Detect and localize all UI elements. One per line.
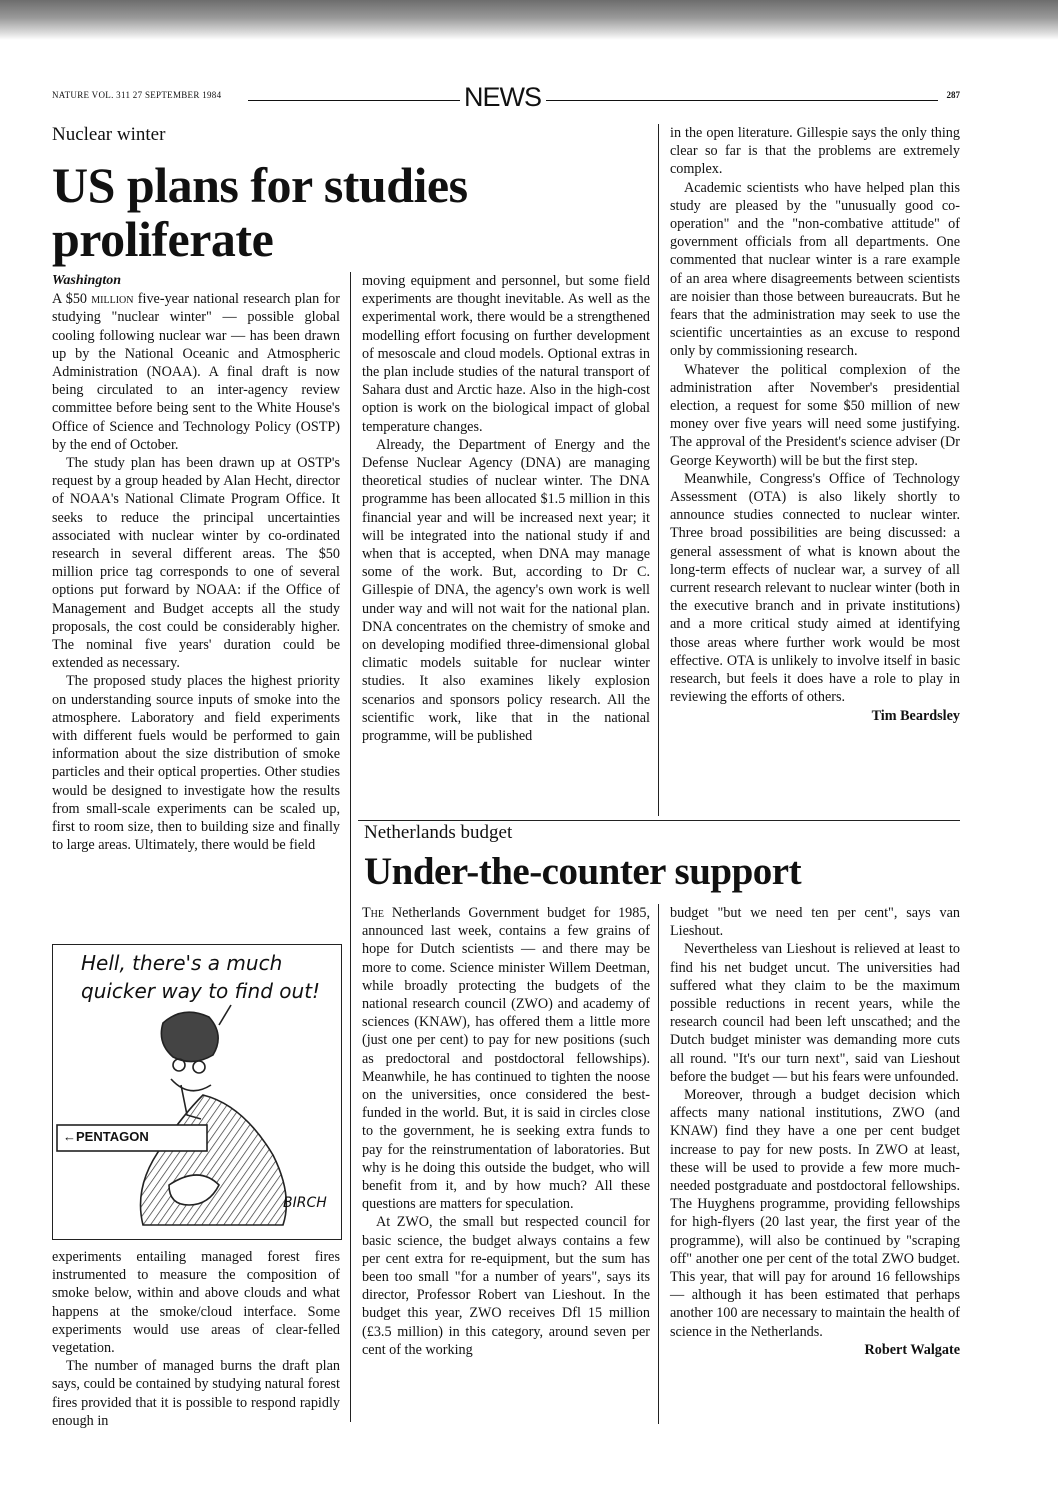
article2-kicker: Netherlands budget: [364, 822, 513, 843]
article1-paragraph: [52, 290, 340, 454]
article1-headline-line1: US plans for studies: [52, 157, 468, 213]
article1-column-1-continued: [52, 1248, 340, 1430]
masthead-rule-left: [248, 100, 460, 101]
article2-paragraph: At ZWO, the small but respected council for basic science, the budget always contains a few per cent extra for re-equipment, but the sum has been too small "for a number of years", says its director, Professor Robert van Lieshout. In the budget this year, ZWO receives Dfl 15 million (£3.5 million) in this category, around seven per cent of the working: [362, 1214, 650, 1358]
article1-headline: [52, 157, 468, 267]
article1-paragraph: Whatever the political complexion of the administration after November's presidential election, a request for some $50 million of new money over five years will need some justifying. The approval of the President's science adviser (Dr George Keyworth) will be but the first step.: [670, 361, 960, 469]
scan-edge-shadow: [0, 0, 1058, 40]
column-rule: [350, 272, 351, 1422]
article1-lead-smallcaps: A $50 million: [52, 291, 134, 308]
article2-paragraph: [362, 904, 650, 1213]
article1-paragraph: The study plan has been drawn up at OSTP's request by a group headed by Alan Hecht, director of NOAA's National Climate Program Office. It seeks to reduce the principal uncertainties associated with nuclear winter by co-ordinated research in several different areas. The $50 million price tag corresponds to one of several options put forward by NOAA: if the Office of Management and Budget accepts all the study proposals, the cost could be considerably higher. The nominal five years' duration could be extended as necessary.: [52, 455, 340, 672]
article2-author: Robert Walgate: [864, 1341, 960, 1358]
masthead: [52, 82, 960, 118]
article1-column-2: [362, 272, 650, 745]
article-separator: [358, 820, 960, 821]
article1-paragraph: Already, the Department of Energy and the Defense Nuclear Agency (DNA) are managing theoretical studies of nuclear winter. The DNA programme has been allocated $1.5 million in this financial year and will be increased next year; it will be integrated into the national study if and when that is accepted, when DNA may manage some of the work. But, according to Dr C. Gillespie of DNA, the agency's own work is well under way and will not wait for the national plan. DNA concentrates on the chemistry of smoke and on developing modified three-dimensional global climatic models suitable for nuclear winter studies. It also examines likely explosion scenarios and sponsors policy research. All the scientific work, like that in the national programme, will be published: [362, 436, 650, 745]
article2-lead-smallcaps: The: [362, 905, 384, 921]
article1-paragraph: in the open literature. Gillespie says the only thing clear so far is that the problems are extremely complex.: [670, 125, 960, 178]
article1-column-1: [52, 272, 340, 855]
article2-paragraph: Nevertheless van Lieshout is relieved at least to find his net budget uncut. The universities had suffered what they claim to be the maximum possible reductions in recent years, while the research council had been left unscathed; and the Dutch budget minister was demanding more cuts all round. "It's our turn next", said van Lieshout before the budget — but his fears were unfounded.: [670, 941, 960, 1085]
article1-paragraph: moving equipment and personnel, but some field experiments are thought inevitable. As well as the experimental work, there would be a strengthened modelling effort focusing on further development of mesoscale and cloud models. Optional extras in the plan include studies of the natural transport of Sahara dust and Arctic haze. Also in the high-cost option is work on the biological impact of global temperature changes.: [362, 273, 650, 435]
article2-column-3: [670, 904, 960, 1359]
cartoon-signature: BIRCH: [283, 1195, 327, 1211]
article1-dateline: Washington: [52, 273, 121, 288]
article1-paragraph: Meanwhile, Congress's Office of Technology Assessment (OTA) is also likely shortly to announce studies connected to nuclear winter. Three broad possibilities are being discussed: a general assessment of what is known about the long-term effects of nuclear war, a survey of all current research relevant to nuclear winter (both in the executive branch and in private institutions) and a more critical study aimed at identifying those areas where further work would be most effective. OTA is unlikely to involve itself in basic research, but feels it does have a role to play in reviewing the efforts of others.: [670, 470, 960, 706]
cartoon-caption: Hell, there's a much quicker way to find out!: [81, 951, 321, 1003]
article1-headline-line2: proliferate: [52, 211, 274, 267]
cartoon-sign-pentagon: ←PENTAGON: [63, 1129, 149, 1144]
journal-issue: NATURE VOL. 311 27 SEPTEMBER 1984: [52, 90, 222, 100]
column-rule: [658, 904, 659, 1424]
page-number: 287: [946, 90, 960, 100]
column-rule: [658, 124, 659, 816]
article2-paragraph: budget "but we need ten per cent", says van Lieshout.: [670, 905, 960, 940]
article2-column-2: [362, 904, 650, 1359]
article1-paragraph: The proposed study places the highest priority on understanding source inputs of smoke into the atmosphere. Laboratory and field experiments with different fuels would be performed to gain information about the size distribution of smoke particles and their optical properties. Other studies would be designed to investigate how the results from small-scale experiments can be scaled up, first to room size, then to building size and finally to large areas. Ultimately, there would be field: [52, 673, 340, 854]
article1-text: five-year national research plan for studying "nuclear winter" — possible global cooling following nuclear war — has been drawn up by the National Oceanic and Atmospheric Administration (NOAA). A final draft is now being circulated to an inter-agency review committee before being sent to the White House's Office of Science and Technology Policy (OSTP) by the end of October.: [52, 291, 341, 453]
masthead-rule-right: [546, 100, 938, 101]
article1-paragraph: Academic scientists who have helped plan this study are pleased by the "unusually good co-operation" and the "non-combative attitude" of government officials from all departments. One commented that nuclear winter is a rare example of an area where disagreements between scientists are noisier than those between bureaucrats. But he fears that the administration may seek to use the scientific uncertainties as an excuse to respond only by commissioning research.: [670, 179, 960, 360]
article2-paragraph: Moreover, through a budget decision which affects many national institutions, ZWO (and KNAW) find they have a one per cent budget increase to pay for new posts. In ZWO at least, these will be used to provide a few more much-needed postgraduate and postdoctoral fellowships. The Huyghens programme, providing fellowships for high-flyers (20 last year, the first year of the programme), will also be continued by "scraping off" another one per cent of the total ZWO budget. This year, that will pay for around 16 fellowships — although it has been estimated that perhaps another 100 are necessary to maintain the health of science in the Netherlands.: [670, 1087, 960, 1340]
article2-text: Netherlands Government budget for 1985, announced last week, contains a few grains of hope for Dutch scientists — and there may be more to come. Science minister Willem Deetman, while broadly protecting the budgets of the national research council (ZWO) and academy of sciences (KNAW), has offered them a little more (just one per cent) to pay for new positions (such as predoctoral and postdoctoral fellowships). Meanwhile, he has continued to tighten the noose on the universities, once considered the best-funded in the world. But, it is said in circles close to the government, he is seeking extra funds to pay for the reinstrumentation of laboratories. But why is he doing this outside the budget, who will benefit from it, and by how much? All these questions are matters for speculation.: [362, 905, 650, 1213]
article1-kicker: Nuclear winter: [52, 124, 166, 145]
article1-author: Tim Beardsley: [871, 707, 960, 724]
cartoon: [52, 944, 342, 1240]
article2-headline: Under-the-counter support: [364, 850, 802, 893]
article1-column-3: [670, 124, 960, 725]
article1-paragraph: The number of managed burns the draft plan says, could be contained by studying natural forest fires provided that it is possible to respond rapidly enough in: [52, 1358, 340, 1429]
article1-paragraph: experiments entailing managed forest fires instrumented to measure the composition of smoke below, within and above clouds and what happens at the smoke/cloud interface. Some experiments would use areas of clear-felled vegetation.: [52, 1249, 340, 1357]
section-title: NEWS: [464, 82, 541, 112]
